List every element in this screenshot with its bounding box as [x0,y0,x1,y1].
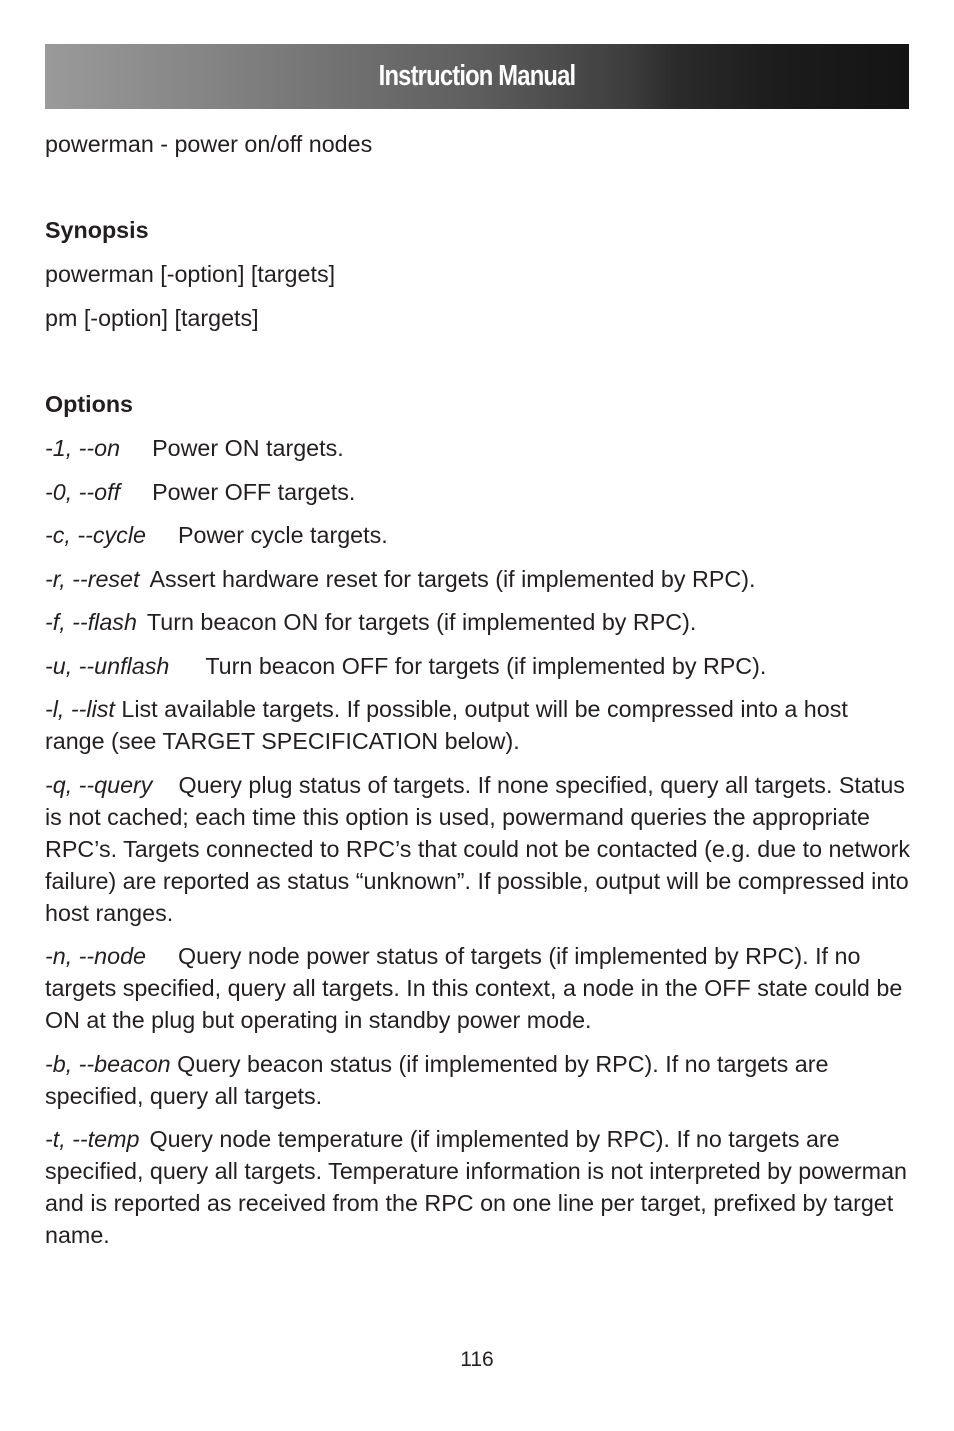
option-description: Query plug status of targets. If none specified, query all targets. Status is not cached; each time this option is used, powermand queries the appropriate RPC’s. Targets connected to RPC’s that could not be contacted (e.g. due to network failure) are reported as status “unknown”. If possible, output will be compressed into host ranges. [45,771,911,926]
option-flag: -0, --off [45,478,121,505]
option-item [45,606,911,638]
header-title: Instruction Manual [378,60,576,92]
option-description: Turn beacon ON for targets (if implemented by RPC). [146,609,697,635]
page-number: 116 [460,1348,494,1371]
synopsis-heading: Synopsis [45,217,149,243]
option-item [45,476,911,508]
option-description: Power cycle targets. [177,522,388,548]
option-item [45,650,911,682]
option-description: Query node temperature (if implemented by RPC). If no targets are specified, query all targets. Temperature information is not interpreted by powerman and is reported as received from the RPC on one line per target, prefixed by target name. [45,1126,907,1248]
option-item [45,769,911,929]
option-flag: -q, --query [45,771,153,798]
option-description: Assert hardware reset for targets (if implemented by RPC). [149,565,756,592]
intro-text: powerman - power on/off nodes [45,131,373,157]
option-description: Turn beacon OFF for targets (if implemented by RPC). [205,652,767,679]
option-item [45,940,911,1036]
options-heading: Options [45,391,134,417]
option-flag: -b, --beacon [45,1050,171,1077]
manual-content [45,128,911,1263]
option-flag: -t, --temp [45,1126,140,1152]
option-description: Power ON targets. [152,435,344,461]
synopsis-line: pm [-option] [targets] [45,305,259,331]
option-flag: -u, --unflash [45,652,170,679]
option-flag: -l, --list [45,696,115,722]
option-description: List available targets. If possible, output will be compressed into a host range (see TARGET SPECIFICATION below). [45,696,848,754]
option-item [45,432,911,464]
option-item [45,1048,911,1112]
option-item [45,693,911,757]
option-flag: -f, --flash [45,609,137,635]
option-description: Power OFF targets. [152,478,356,505]
header-bar [45,44,909,109]
option-flag: -r, --reset [45,565,140,592]
option-flag: -c, --cycle [45,522,146,548]
option-item [45,563,911,595]
option-flag: -n, --node [45,943,147,969]
option-flag: -1, --on [45,435,121,461]
option-description: Query beacon status (if implemented by RPC). If no targets are specified, query all targets. [45,1050,829,1109]
option-item [45,1123,911,1251]
option-item [45,519,911,551]
option-description: Query node power status of targets (if implemented by RPC). If no targets specified, query all targets. In this context, a node in the OFF state could be ON at the plug but operating in standby power mode. [45,943,903,1033]
synopsis-line: powerman [-option] [targets] [45,261,336,287]
